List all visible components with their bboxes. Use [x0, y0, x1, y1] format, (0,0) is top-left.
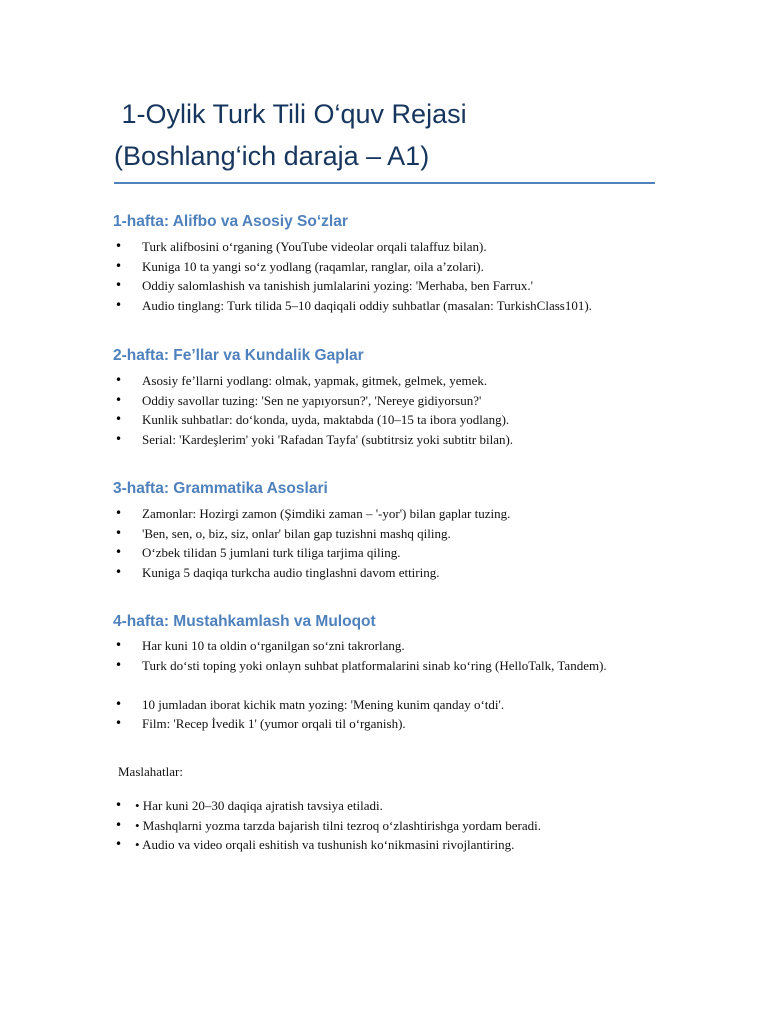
week-3-heading: 3-hafta: Grammatika Asoslari [113, 480, 328, 497]
list-item [0, 410, 513, 430]
list-item [0, 391, 513, 411]
list-item-text: Oddiy salomlashish va tanishish jumlalarini yozing: 'Merhaba, ben Farrux.' [142, 278, 534, 293]
list-item-text: Turk alifbosini o‘rganing (YouTube videolar orqali talaffuz bilan). [142, 239, 487, 254]
bullet-icon: • [115, 657, 123, 672]
week-2-list [0, 371, 513, 449]
bullet-icon: • [115, 506, 123, 520]
list-item-text: Film: 'Recep İvedik 1' (yumor orqali til o‘rganish). [142, 716, 406, 731]
list-item [0, 237, 592, 257]
bullet-icon: • [115, 525, 123, 540]
bullet-icon: • [115, 716, 123, 730]
bullet-icon: • [115, 545, 123, 559]
list-item-text: Kunlik suhbatlar: do‘konda, uyda, maktabda (10–15 ta ibora yodlang). [142, 412, 510, 427]
bullet-icon: • [115, 431, 123, 446]
list-item [0, 524, 510, 544]
list-item-text: Kuniga 10 ta yangi so‘z yodlang (raqamlar, ranglar, oila a’zolari). [142, 258, 484, 274]
bullet-icon: • [115, 239, 123, 253]
document-title [114, 96, 655, 184]
bullet-icon: • [115, 837, 123, 851]
list-item [0, 835, 541, 855]
list-item [0, 563, 510, 583]
tips-heading: Maslahatlar: [118, 764, 183, 779]
list-item-text: • Mashqlarni yozma tarzda bajarish tilni tezroq o‘zlashtirishga yordam beradi. [135, 817, 541, 833]
week-1-heading: 1-hafta: Alifbo va Asosiy So‘zlar [113, 213, 348, 230]
list-item [0, 371, 513, 391]
list-item [0, 695, 615, 715]
list-item [0, 543, 510, 563]
list-item-text: • Audio va video orqali eshitish va tushunish ko‘nikmasini rivojlantiring. [135, 837, 515, 852]
bullet-icon: • [115, 696, 123, 711]
bullet-icon: • [115, 817, 123, 832]
list-item [0, 257, 592, 277]
list-item [0, 636, 615, 656]
list-item-text: Turk do‘sti toping yoki onlayn suhbat platformalarini sinab ko‘ring (HelloTalk, Tandem). [142, 657, 607, 673]
list-item-text: Serial: 'Kardeşlerim' yoki 'Rafadan Tayfa' (subtitrsiz yoki subtitr bilan). [142, 431, 514, 447]
list-item-text: Kuniga 5 daqiqa turkcha audio tinglashni davom ettiring. [142, 564, 440, 580]
bullet-icon: • [115, 297, 123, 312]
title-line-2: (Boshlang‘ich daraja – A1) [114, 141, 430, 171]
list-item-text: Audio tinglang: Turk tilida 5–10 daqiqali oddiy suhbatlar (masalan: TurkishClass101). [142, 297, 592, 313]
list-item [0, 430, 513, 450]
tips-list [0, 796, 541, 855]
bullet-icon: • [115, 798, 123, 812]
list-item [0, 296, 592, 316]
list-item-text: O‘zbek tilidan 5 jumlani turk tiliga tarjima qiling. [142, 545, 401, 560]
bullet-icon: • [115, 564, 123, 579]
list-item-text: Oddiy savollar tuzing: 'Sen ne yapıyorsun?', 'Nereye gidiyorsun?' [142, 392, 482, 408]
week-3-list [0, 504, 510, 582]
list-item [0, 796, 541, 816]
list-item [0, 714, 615, 734]
list-item [0, 276, 592, 296]
list-item-text: • Har kuni 20–30 daqiqa ajratish tavsiya etiladi. [135, 798, 383, 813]
list-item-text: Zamonlar: Hozirgi zamon (Şimdiki zaman – '-yor') bilan gaplar tuzing. [142, 506, 511, 521]
title-line-1: 1-Oylik Turk Tili O‘quv Rejasi [114, 99, 467, 129]
bullet-icon: • [115, 392, 123, 407]
week-2-heading: 2-hafta: Fe’llar va Kundalik Gaplar [113, 347, 364, 364]
list-item [0, 816, 541, 836]
list-item-text: Asosiy fe’llarni yodlang: olmak, yapmak, gitmek, gelmek, yemek. [142, 373, 488, 388]
list-item-text: 'Ben, sen, o, biz, siz, onlar' bilan gap tuzishni mashq qiling. [142, 525, 451, 541]
bullet-icon: • [115, 278, 123, 292]
list-item [0, 504, 510, 524]
bullet-icon: • [115, 638, 123, 652]
week-1-list [0, 237, 592, 315]
week-4-heading: 4-hafta: Mustahkamlash va Muloqot [113, 613, 376, 630]
week-4-list [0, 636, 615, 734]
list-item-text: Har kuni 10 ta oldin o‘rganilgan so‘zni takrorlang. [142, 638, 405, 653]
list-item-text: 10 jumladan iborat kichik matn yozing: 'Mening kunim qanday o‘tdi'. [142, 696, 505, 712]
list-item [0, 656, 615, 695]
bullet-icon: • [115, 373, 123, 387]
bullet-icon: • [115, 258, 123, 273]
bullet-icon: • [115, 412, 123, 426]
